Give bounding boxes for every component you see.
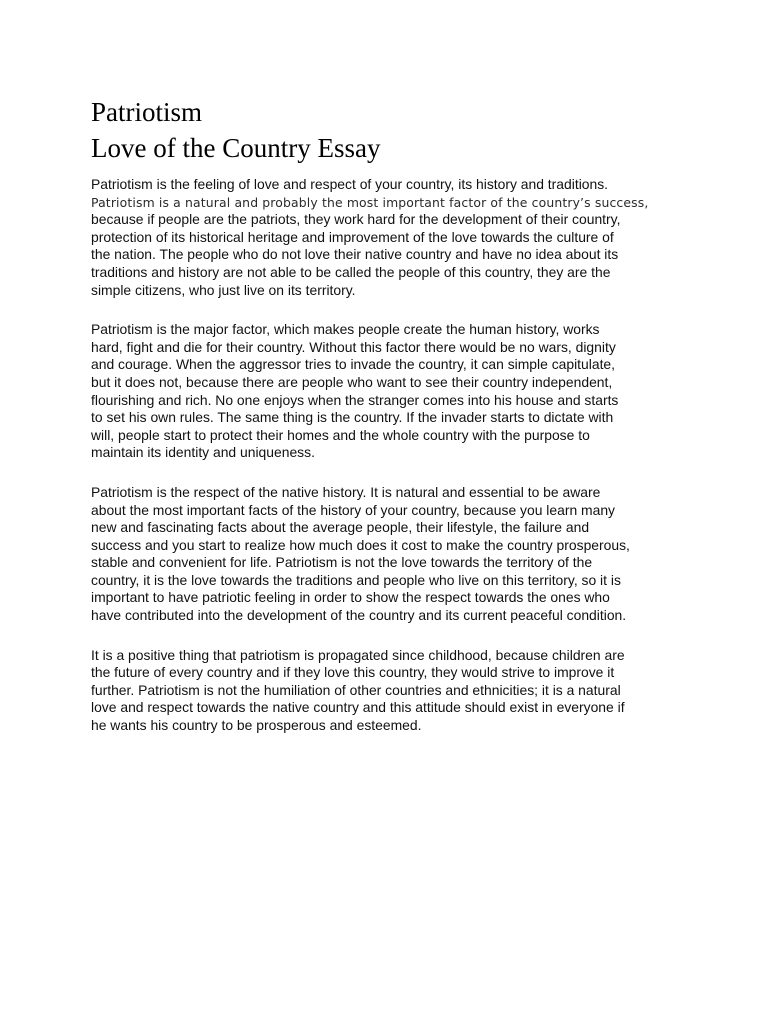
text-line: to set his own rules. The same thing is the country. If the invader starts to dictate with bbox=[91, 409, 614, 426]
text-line: he wants his country to be prosperous and esteemed. bbox=[91, 717, 422, 734]
paragraph-3 bbox=[91, 484, 682, 625]
text-line: Patriotism is the respect of the native history. It is natural and essential to be aware bbox=[91, 483, 601, 500]
text-line: Patriotism is the major factor, which makes people create the human history, works bbox=[91, 321, 600, 338]
text-line: protection of its historical heritage and improvement of the love towards the culture of bbox=[91, 228, 614, 245]
text-line: will, people start to protect their homes and the whole country with the purpose to bbox=[91, 426, 590, 443]
text-line: and courage. When the aggressor tries to invade the country, it can simple capitulate, bbox=[91, 356, 616, 373]
text-line: about the most important facts of the history of your country, because you learn many bbox=[91, 501, 615, 518]
text-line: It is a positive thing that patriotism is propagated since childhood, because children are bbox=[91, 646, 625, 663]
paragraph-2 bbox=[91, 321, 682, 462]
text-line: important to have patriotic feeling in order to show the respect towards the ones who bbox=[91, 589, 610, 606]
text-line: flourishing and rich. No one enjoys when the stranger comes into his house and starts bbox=[91, 391, 619, 408]
text-line: the future of every country and if they love this country, they would strive to improve it bbox=[91, 664, 615, 681]
text-line: the nation. The people who do not love their native country and have no idea about its bbox=[91, 246, 619, 263]
text-line: have contributed into the development of the country and its current peaceful condition. bbox=[91, 607, 627, 624]
text-line: new and fascinating facts about the average people, their lifestyle, the failure and bbox=[91, 519, 590, 536]
paragraph-4 bbox=[91, 647, 682, 735]
paragraph-1 bbox=[91, 176, 682, 299]
text-line: traditions and history are not able to be called the people of this country, they are the bbox=[91, 263, 611, 280]
text-line: simple citizens, who just live on its territory. bbox=[91, 281, 356, 298]
text-line: Patriotism is the feeling of love and respect of your country, its history and traditions. bbox=[91, 176, 609, 192]
text-line: because if people are the patriots, they work hard for the development of their country, bbox=[91, 211, 621, 228]
document-title-line-1: Patriotism bbox=[91, 97, 203, 127]
text-line: Patriotism is a natural and probably the most important factor of the country’s success, bbox=[91, 194, 649, 210]
text-line: love and respect towards the native country and this attitude should exist in everyone if bbox=[91, 699, 625, 716]
essay-body bbox=[91, 176, 682, 735]
document-title-line-2: Love of the Country Essay bbox=[91, 133, 381, 163]
text-line: stable and convenient for life. Patriotism is not the love towards the territory of the bbox=[91, 554, 593, 571]
text-line: country, it is the love towards the traditions and people who live on this territory, so it is bbox=[91, 571, 621, 588]
text-line: maintain its identity and uniqueness. bbox=[91, 444, 315, 461]
text-line: hard, fight and die for their country. Without this factor there would be no wars, dignity bbox=[91, 338, 616, 355]
text-line: but it does not, because there are people who want to see their country independent, bbox=[91, 373, 613, 390]
text-line: further. Patriotism is not the humiliation of other countries and ethnicities; it is a natural bbox=[91, 681, 621, 698]
text-line: success and you start to realize how much does it cost to make the country prosperous, bbox=[91, 536, 630, 553]
